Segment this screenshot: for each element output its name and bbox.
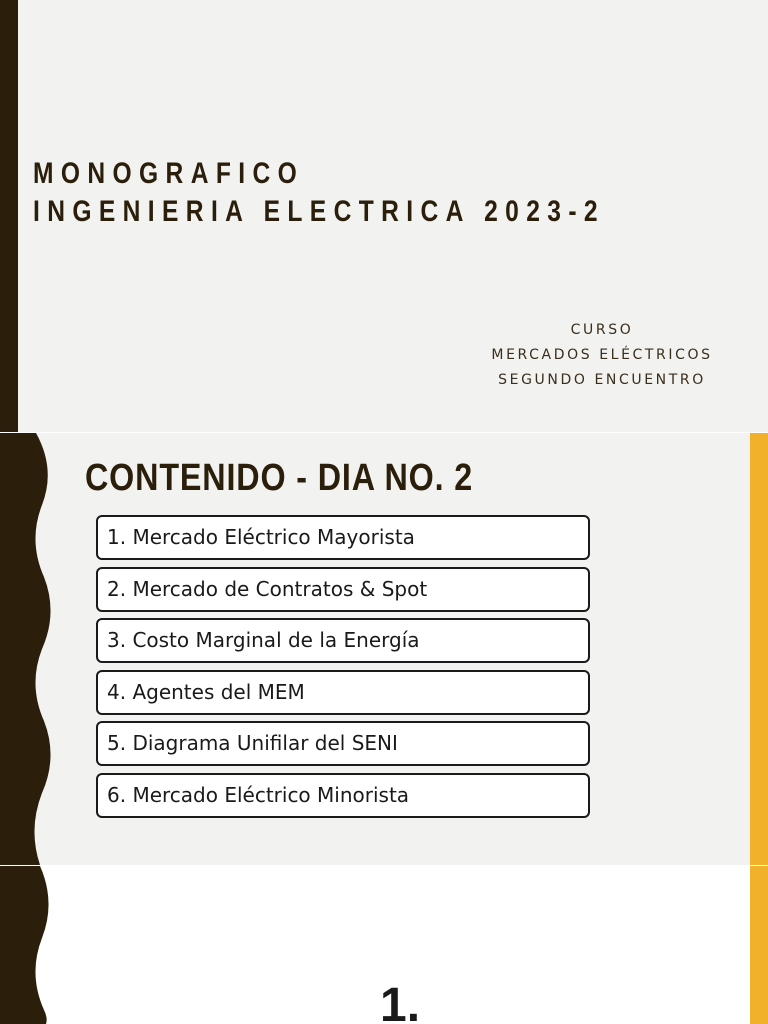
subtitle-line-1: CURSO (570, 322, 634, 338)
right-accent-bar (750, 433, 768, 865)
wavy-left-border (0, 433, 60, 865)
contents-item: 2. Mercado de Contratos & Spot (96, 567, 590, 612)
section-number: 1. (380, 979, 421, 1024)
contents-heading: CONTENIDO - DIA NO. 2 (85, 457, 474, 499)
contents-item: 1. Mercado Eléctrico Mayorista (96, 515, 590, 560)
contents-item: 4. Agentes del MEM (96, 670, 590, 715)
contents-slide (0, 433, 768, 865)
presentation-subtitle (460, 318, 744, 393)
right-accent-bar (750, 866, 768, 1024)
wavy-left-border (0, 866, 60, 1024)
presentation-title (33, 155, 605, 231)
contents-item: 6. Mercado Eléctrico Minorista (96, 773, 590, 818)
title-line-1: MONOGRAFICO (33, 157, 305, 190)
subtitle-line-3: SEGUNDO ENCUENTRO (498, 372, 706, 388)
section-slide (0, 866, 768, 1024)
contents-list (96, 515, 590, 824)
title-line-2: INGENIERIA ELECTRICA 2023-2 (33, 195, 605, 228)
title-slide (0, 0, 768, 432)
left-accent-bar (0, 0, 18, 432)
contents-item: 5. Diagrama Unifilar del SENI (96, 721, 590, 766)
subtitle-line-2: MERCADOS ELÉCTRICOS (491, 347, 713, 363)
contents-item: 3. Costo Marginal de la Energía (96, 618, 590, 663)
